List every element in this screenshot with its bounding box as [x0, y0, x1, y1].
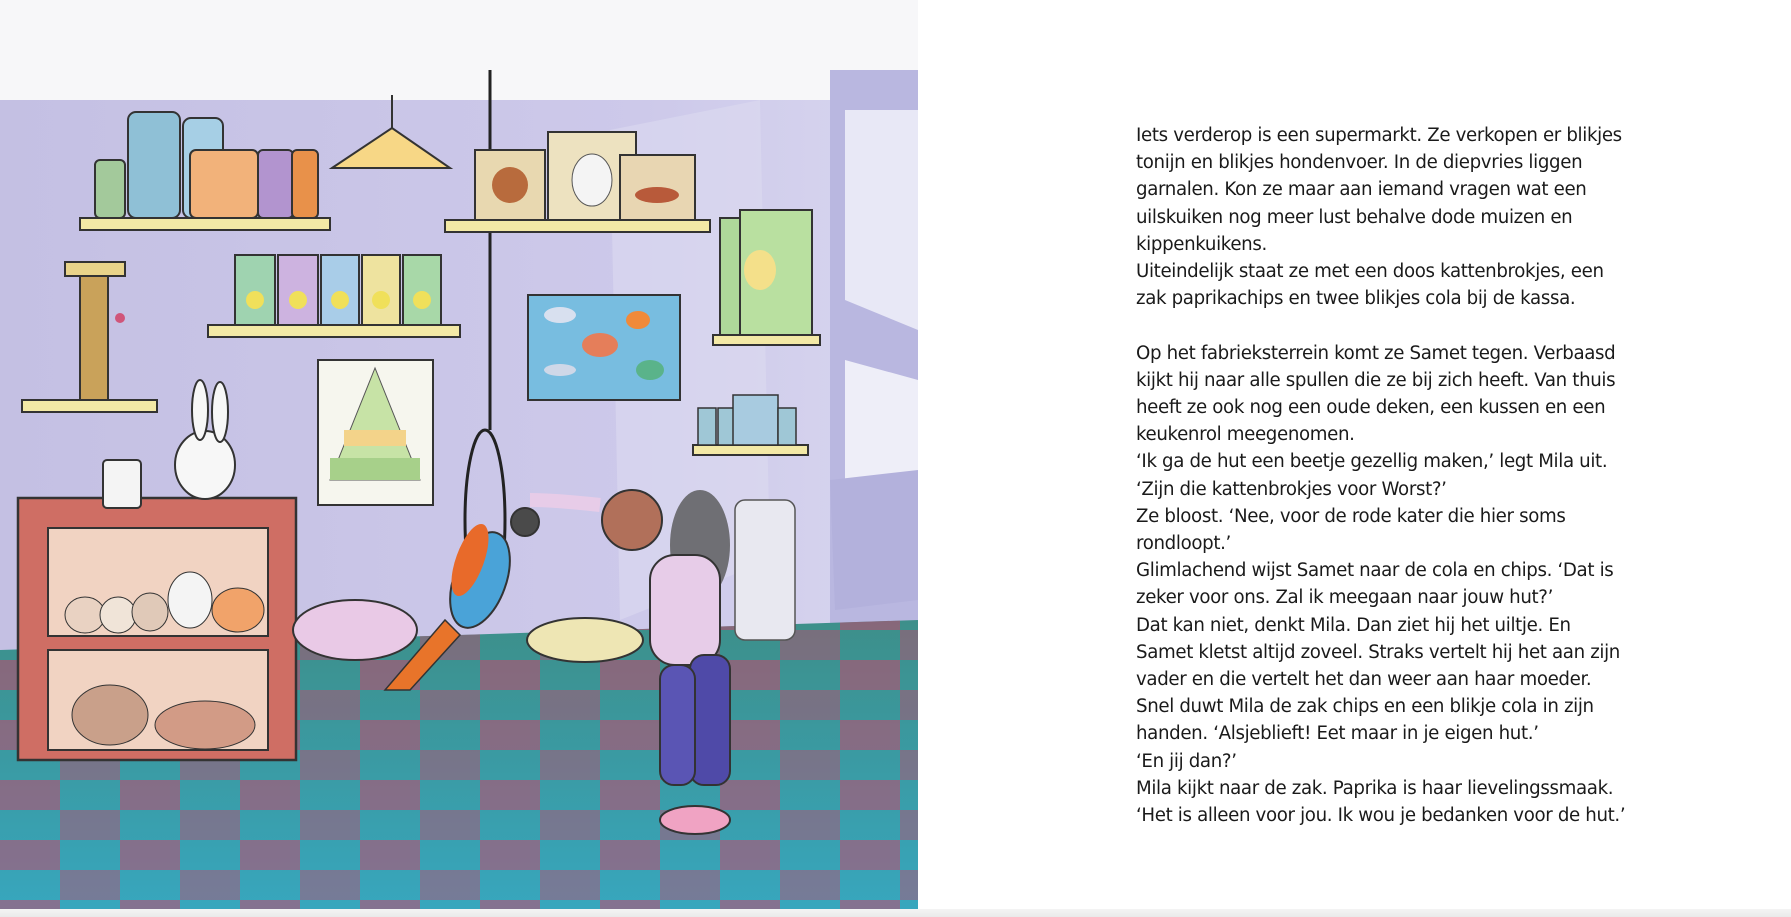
story-line: handen. ‘Alsjeblieft! Eet maar in je eigen hut.’: [1136, 723, 1539, 745]
story-line: ‘Het is alleen voor jou. Ik wou je bedanken voor de hut.’: [1136, 805, 1626, 827]
story-line: Uiteindelijk staat ze met een doos kattenbrokjes, een: [1136, 261, 1604, 283]
story-line: Mila kijkt naar de zak. Paprika is haar lievelingssmaak.: [1136, 777, 1614, 799]
story-line: zak paprikachips en twee blikjes cola bij de kassa.: [1136, 288, 1576, 310]
story-line: ‘En jij dan?’: [1136, 750, 1237, 772]
story-line: kippenkuikens.: [1136, 233, 1267, 255]
story-line: Samet kletst altijd zoveel. Straks vertelt hij het aan zijn: [1136, 641, 1620, 663]
page-edge: [0, 909, 1791, 917]
paragraph-break: [1136, 312, 1606, 339]
story-line: Dat kan niet, denkt Mila. Dan ziet hij het uiltje. En: [1136, 614, 1571, 636]
story-line: garnalen. Kon ze maar aan iemand vragen wat een: [1136, 179, 1587, 201]
story-line: heeft ze ook nog een oude deken, een kussen en een: [1136, 397, 1606, 419]
story-text: [1136, 122, 1626, 829]
story-line: ‘Zijn die kattenbrokjes voor Worst?’: [1136, 478, 1447, 500]
story-line: tonijn en blikjes hondenvoer. In de diepvries liggen: [1136, 152, 1583, 174]
story-line: rondloopt.’: [1136, 533, 1231, 555]
text-page: [918, 0, 1791, 917]
story-line: Snel duwt Mila de zak chips en een blikje cola in zijn: [1136, 696, 1594, 718]
story-line: vader en die vertelt het dan weer aan haar moeder.: [1136, 669, 1592, 691]
story-line: Op het fabrieksterrein komt ze Samet tegen. Verbaasd: [1136, 342, 1616, 364]
story-line: Iets verderop is een supermarkt. Ze verkopen er blikjes: [1136, 125, 1622, 146]
story-line: keukenrol meegenomen.: [1136, 424, 1355, 446]
story-line: kijkt hij naar alle spullen die ze bij zich heeft. Van thuis: [1136, 369, 1616, 391]
story-line: Ze bloost. ‘Nee, voor de rode kater die hier soms: [1136, 505, 1566, 527]
story-line: ‘Ik ga de hut een beetje gezellig maken,’ legt Mila uit.: [1136, 451, 1608, 473]
story-line: Glimlachend wijst Samet naar de cola en chips. ‘Dat is: [1136, 560, 1614, 582]
story-line: uilskuiken nog meer lust behalve dode muizen en: [1136, 206, 1573, 228]
story-line: zeker voor ons. Zal ik meegaan naar jouw hut?’: [1136, 587, 1554, 609]
